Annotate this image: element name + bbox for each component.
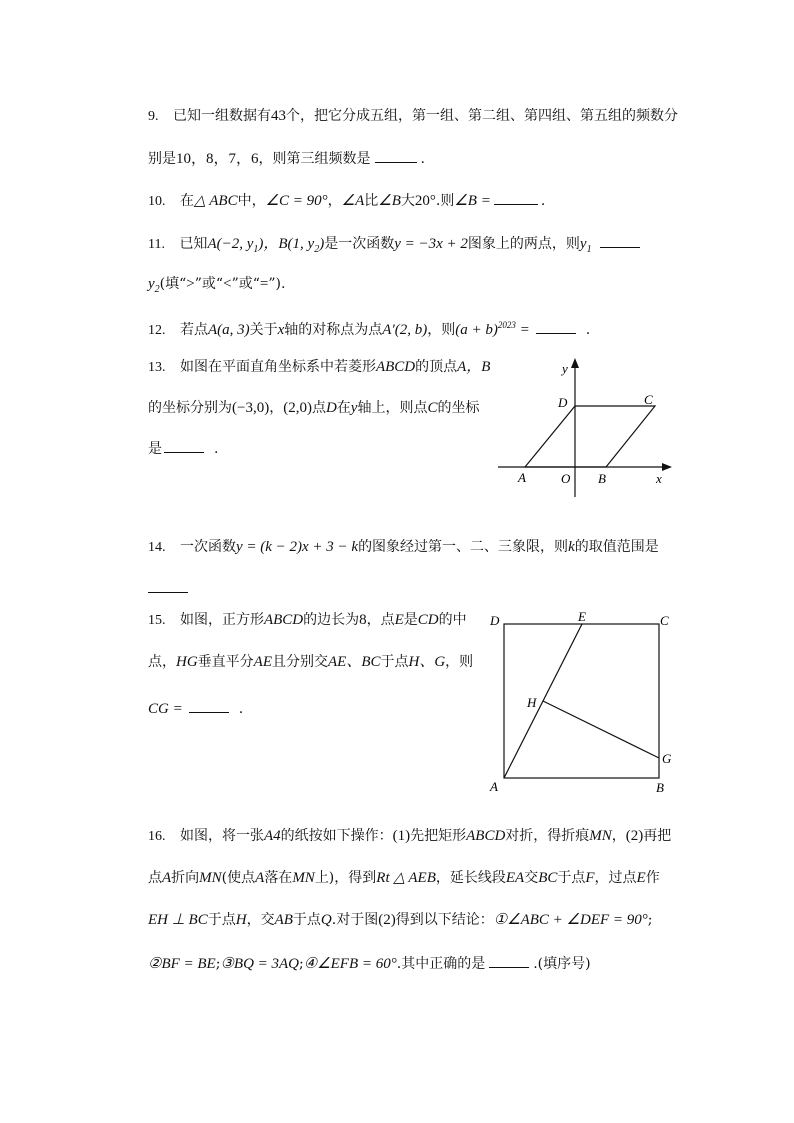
- q12-line: [148, 315, 590, 341]
- q16-step-2: (2): [625, 828, 644, 844]
- q13-rhombus-shape: [525, 406, 655, 467]
- q10-text: ，: [327, 193, 342, 209]
- q11-text: 已知: [179, 236, 208, 252]
- q10-angle-b: ∠B: [378, 193, 401, 209]
- q11-text: 图象上的两点，则: [467, 236, 580, 252]
- q10-angle-a: ∠A: [341, 193, 365, 209]
- q15-line-3: [148, 698, 243, 719]
- q15-text: 的中: [438, 612, 467, 628]
- q11-point-b-sub: 2: [314, 244, 320, 255]
- q12-number: 12.: [148, 323, 166, 338]
- q16-number: 16.: [148, 829, 166, 844]
- q15-square: ABCD: [263, 612, 304, 628]
- q14-line-2: [148, 578, 188, 599]
- q15-line-2: [148, 652, 473, 672]
- q10-line: [148, 190, 545, 212]
- q12-axis: x: [277, 322, 285, 338]
- q16-text: .其中正确的是: [396, 956, 486, 972]
- q13-label-a: A: [518, 470, 526, 485]
- q14-answer-blank[interactable]: [148, 578, 188, 593]
- q13-y-axis: y: [350, 400, 358, 416]
- q15-text: 的边长为: [303, 612, 360, 628]
- q11-equal: =: [259, 276, 269, 292]
- q16-triangle-aeb: Rt △ AEB: [376, 870, 436, 886]
- q9-text: 个，把它分成五组，第一组、第二组、第四组、第五组的频数分: [285, 108, 678, 124]
- q13-figure: [490, 350, 680, 500]
- q11-number: 11.: [148, 237, 165, 252]
- q16-text: 落在: [264, 870, 293, 886]
- q13-coord-b: (2,0): [283, 400, 312, 416]
- q16-line-2: [148, 868, 660, 888]
- q13-y-axis-arrow: [571, 358, 579, 368]
- q11-text: ”或“: [231, 276, 260, 292]
- q11-text: 是一次函数: [324, 236, 395, 252]
- q15-segment-ae: AE: [253, 654, 272, 670]
- q16-line-3: [148, 910, 653, 930]
- q9-line-2: [148, 148, 425, 169]
- q14-k: k: [568, 539, 575, 555]
- q16-answer-blank[interactable]: [489, 953, 529, 968]
- q11-point-a-main: A(−2, y: [207, 236, 254, 252]
- q13-text: 的坐标分别为: [148, 400, 232, 416]
- q14-text: 的图象经过第一、二、三象限，则: [358, 539, 569, 555]
- q16-point-e: E: [636, 870, 646, 886]
- q15-label-a: A: [490, 779, 498, 794]
- q16-line-1: [148, 826, 671, 847]
- q16-separator: ;: [299, 956, 304, 972]
- q9-period: .: [420, 151, 425, 167]
- q12-text: 若点: [179, 322, 208, 338]
- q11-answer-blank[interactable]: [600, 233, 640, 248]
- q16-conclusion-1: ①∠ABC + ∠DEF = 90°: [493, 912, 648, 928]
- q16-rectangle: ABCD: [466, 828, 506, 844]
- q16-text: 于点: [207, 912, 236, 928]
- q11-point-a-sub: 1: [253, 244, 259, 255]
- q9-frequencies: 10，8，7，6: [176, 151, 259, 167]
- q13-answer-blank[interactable]: [164, 438, 204, 453]
- q13-point-d: D: [325, 400, 337, 416]
- q13-text: 的坐标: [437, 400, 480, 416]
- q14-function: y = (k − 2)x + 3 − k: [235, 539, 359, 555]
- q15-answer-label: CG =: [148, 701, 183, 717]
- q13-point-c: C: [427, 400, 438, 416]
- q13-coord-a: (−3,0): [232, 400, 270, 416]
- q13-period: .: [214, 441, 219, 457]
- q14-text: 的取值范围是: [574, 539, 659, 555]
- q11-greater: >: [186, 276, 195, 292]
- q11-point-a-end: )，: [258, 236, 279, 252]
- q13-rhombus: ABCD: [375, 359, 416, 375]
- q12-expression-base: (a + b): [455, 322, 498, 338]
- q9-text: ，则第三组频数是: [258, 151, 371, 167]
- q16-mn: MN: [292, 870, 315, 886]
- q15-label-e: E: [578, 609, 586, 624]
- q16-text: ，交: [246, 912, 275, 928]
- q9-text: 已知一组数据有: [172, 108, 271, 124]
- q10-answer-label: ∠B =: [454, 193, 491, 209]
- q16-point-a: A: [162, 870, 172, 886]
- q13-text: 的顶点: [415, 359, 458, 375]
- q15-text: 垂直平分: [197, 654, 254, 670]
- q16-conclusion-3: ③BQ = 3AQ: [220, 956, 300, 972]
- q16-text: 得到以下结论：: [395, 912, 494, 928]
- q16-point-f: F: [585, 870, 595, 886]
- q15-point-e: E: [394, 612, 404, 628]
- q14-line: [148, 537, 659, 558]
- q16-text: (使点: [221, 870, 256, 886]
- q14-text: 一次函数: [179, 539, 236, 555]
- q13-text: 如图在平面直角坐标系中若菱形: [179, 359, 376, 375]
- q16-text: 于点: [557, 870, 586, 886]
- q13-line-3: [148, 438, 218, 459]
- q10-difference: 20°: [414, 193, 436, 209]
- q12-text: 关于: [249, 322, 278, 338]
- q12-text: 轴的对称点为点: [284, 322, 383, 338]
- q15-label-c: C: [660, 613, 669, 628]
- q16-text: 于点: [292, 912, 321, 928]
- q12-equals: =: [515, 322, 530, 338]
- q16-perpendicular: EH ⊥ BC: [148, 912, 208, 928]
- q15-points-hg: H、G: [408, 654, 446, 670]
- q13-text: 点: [311, 400, 326, 416]
- q16-mn: MN: [199, 870, 222, 886]
- q15-label-g: G: [662, 751, 672, 766]
- q13-x-axis-arrow: [662, 463, 672, 471]
- q16-point-q: Q: [320, 912, 332, 928]
- q12-answer-blank[interactable]: [536, 319, 576, 334]
- q10-period: .: [540, 193, 546, 209]
- q10-number: 10.: [148, 194, 166, 209]
- q15-segments: AE、BC: [328, 654, 381, 670]
- q11-less: <: [223, 276, 232, 292]
- q11-point-b-end: ): [319, 236, 325, 252]
- q15-text: ，点: [366, 612, 395, 628]
- q11-text: ”).: [268, 276, 286, 292]
- q14-number: 14.: [148, 540, 166, 555]
- q9-total: 43: [270, 108, 286, 124]
- q16-text: ，延长线段: [435, 870, 506, 886]
- q11-point-a: [207, 236, 279, 255]
- q16-text: 折向: [171, 870, 200, 886]
- q15-label-d: D: [490, 613, 500, 628]
- q12-exponent: 2023: [497, 320, 516, 330]
- q9-number: 9.: [148, 109, 159, 124]
- q10-text: 比: [364, 193, 379, 209]
- q15-text: 且分别交: [272, 654, 328, 670]
- q13-label-o: O: [561, 471, 571, 486]
- q10-triangle: △ ABC: [193, 193, 238, 209]
- q13-label-c: C: [644, 392, 653, 407]
- q11-y1-sub: 1: [586, 244, 592, 255]
- q12-point-a: A(a, 3): [207, 322, 250, 338]
- q15-label-h: H: [527, 695, 537, 710]
- q11-y2-main: y: [148, 276, 155, 292]
- q15-text: 是: [403, 612, 418, 628]
- q12-expression: [455, 322, 530, 338]
- q13-line-2: [148, 398, 479, 418]
- q9-answer-blank[interactable]: [375, 148, 417, 163]
- q11-text: ”或“: [194, 276, 224, 292]
- q10-text: 中，: [237, 193, 266, 209]
- q16-text: 上)，得到: [314, 870, 377, 886]
- q16-text: 先把矩形: [410, 828, 467, 844]
- q16-step-1: (1): [392, 828, 411, 844]
- q15-text: 如图，正方形: [179, 612, 264, 628]
- q15-number: 15.: [148, 613, 166, 628]
- q12-point-a-prime: A′(2, b): [382, 322, 428, 338]
- q16-text: .对于图: [331, 912, 379, 928]
- q13-label-b: B: [598, 471, 606, 486]
- q15-label-b: B: [656, 780, 664, 795]
- q11-line-2: [148, 274, 285, 300]
- q13-text: 轴上，则点: [357, 400, 428, 416]
- q16-point-h: H: [235, 912, 247, 928]
- q11-point-b-main: B(1, y: [278, 236, 315, 252]
- q15-text: 于点: [380, 654, 409, 670]
- q15-segment-hg: HG: [176, 654, 198, 670]
- q13-line-1: [148, 357, 490, 378]
- q11-text: (填“: [159, 276, 187, 292]
- q9-text: 别是: [148, 151, 176, 167]
- q16-figure-2: (2): [378, 912, 396, 928]
- q15-side-length: 8: [359, 612, 367, 628]
- q16-separator: ;: [215, 956, 221, 972]
- q15-text: 点，: [148, 654, 176, 670]
- q15-text: ，则: [445, 654, 474, 670]
- q16-line-4: [148, 953, 591, 974]
- q13-number: 13.: [148, 360, 166, 375]
- q13-text: 在: [336, 400, 351, 416]
- q16-segment-bc: BC: [538, 870, 558, 886]
- q15-figure: [486, 608, 676, 800]
- q11-y1-main: y: [579, 236, 587, 252]
- q15-answer-blank[interactable]: [189, 698, 229, 713]
- q15-line-hg: [543, 701, 659, 758]
- q16-text: 如图，将一张: [179, 828, 264, 844]
- q13-vertices: A，B: [457, 359, 491, 375]
- q15-period: .: [238, 701, 244, 717]
- q16-conclusion-2: ②BF = BE: [148, 956, 216, 972]
- q10-text: 大: [400, 193, 415, 209]
- q16-crease-mn: MN: [589, 828, 612, 844]
- q11-y1: [579, 236, 592, 255]
- q16-segment-ea: EA: [505, 870, 525, 886]
- q13-text: 是: [148, 441, 162, 457]
- q16-text: 对折，得折痕: [505, 828, 590, 844]
- q16-text: 交: [524, 870, 539, 886]
- q16-text: 再把: [643, 828, 672, 844]
- q13-label-x: x: [656, 471, 662, 486]
- q11-y2: [148, 276, 160, 295]
- q16-conclusion-4: ④∠EFB = 60°: [303, 956, 397, 972]
- q11-line-1: [148, 233, 640, 260]
- q13-text: ，: [269, 400, 284, 416]
- q16-text: ，过点: [594, 870, 637, 886]
- q16-separator: ;: [647, 912, 653, 928]
- q10-text: 在: [179, 193, 194, 209]
- q15-segment-cd: CD: [417, 612, 439, 628]
- q10-answer-blank[interactable]: [494, 190, 538, 205]
- q16-text: .(填序号): [533, 956, 591, 972]
- q16-text: ，: [611, 828, 626, 844]
- q11-point-b: [278, 236, 325, 255]
- q11-function: y = −3x + 2: [394, 236, 468, 252]
- q12-period: .: [585, 322, 591, 338]
- q16-point-a: A: [255, 870, 265, 886]
- q10-text: .则: [435, 193, 455, 209]
- q16-segment-ab: AB: [274, 912, 293, 928]
- q13-label-d: D: [558, 395, 568, 410]
- q9-line-1: [148, 106, 678, 127]
- q16-text: 作: [645, 870, 660, 886]
- q15-line-1: [148, 610, 467, 631]
- q11-y2-sub: 2: [154, 284, 160, 295]
- q16-text: 的纸按如下操作：: [280, 828, 393, 844]
- q12-text: ，则: [427, 322, 456, 338]
- q16-text: 点: [148, 870, 162, 886]
- q16-a4: A4: [263, 828, 281, 844]
- q10-angle-c: ∠C = 90°: [265, 193, 328, 209]
- q13-label-y: y: [562, 361, 568, 376]
